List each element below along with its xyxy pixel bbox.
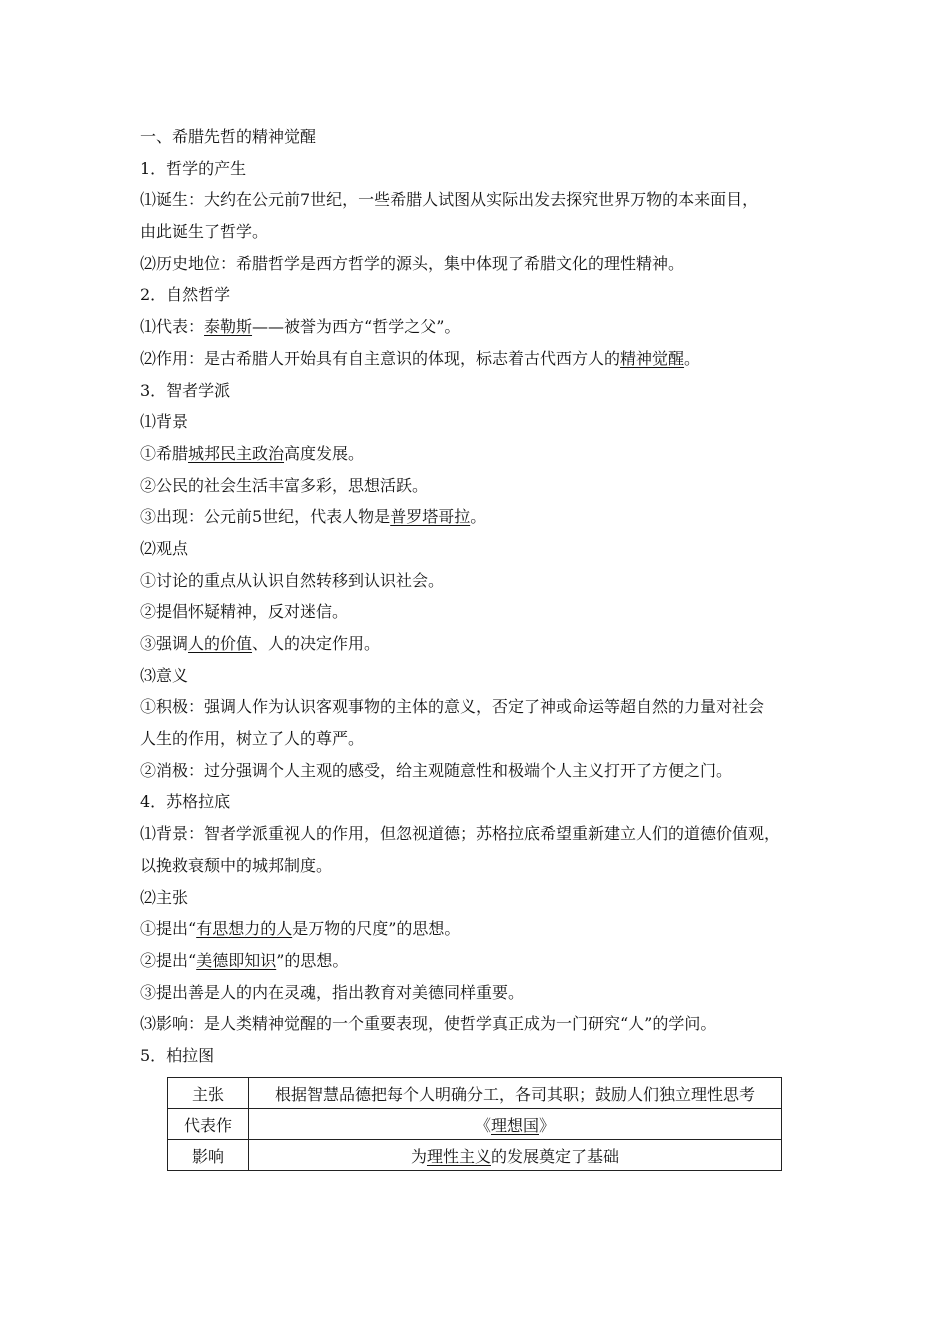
paragraph — [140, 438, 820, 470]
document-body — [140, 121, 820, 1072]
text: 《 — [474, 1115, 491, 1135]
heading-socrates: 4．苏格拉底 — [140, 792, 231, 812]
paragraph — [140, 945, 820, 977]
table-row — [168, 1078, 782, 1109]
paragraph — [140, 913, 820, 945]
paragraph: 以挽救衰颓中的城邦制度。 — [140, 855, 333, 875]
heading-philosophy-origin: 1．哲学的产生 — [140, 158, 247, 178]
underlined-term: 美德即知识 — [196, 950, 277, 970]
underlined-term: 精神觉醒 — [620, 348, 685, 368]
paragraph — [140, 501, 820, 533]
text: ③出现：公元前5世纪，代表人物是 — [140, 507, 391, 527]
paragraph: ⑴诞生：大约在公元前7世纪，一些希腊人试图从实际出发去探究世界万物的本来面目， — [140, 190, 759, 210]
text: 》 — [539, 1115, 556, 1135]
text: 。 — [470, 507, 487, 527]
table-value-cell: 根据智慧品德把每个人明确分工，各司其职；鼓励人们独立理性思考 — [249, 1078, 782, 1109]
text: ③强调 — [140, 634, 189, 653]
table-key-cell: 影响 — [168, 1140, 249, 1171]
text: 为 — [410, 1146, 427, 1166]
paragraph — [140, 311, 820, 343]
paragraph: ②公民的社会生活丰富多彩，思想活跃。 — [140, 475, 429, 495]
section-title: 一、希腊先哲的精神觉醒 — [140, 127, 317, 146]
underlined-term: 有思想力的人 — [196, 919, 293, 939]
heading-natural-philosophy: 2．自然哲学 — [140, 285, 231, 305]
text: 高度发展。 — [284, 443, 365, 463]
table-value-cell — [249, 1140, 782, 1171]
underlined-term: 城邦民主政治 — [188, 443, 285, 463]
text: 、人的决定作用。 — [252, 634, 381, 653]
paragraph: ⑶影响：是人类精神觉醒的一个重要表现，使哲学真正成为一门研究“人”的学问。 — [140, 1014, 717, 1034]
text: ①希腊 — [140, 443, 189, 463]
table-row — [168, 1109, 782, 1140]
table-value-cell — [249, 1109, 782, 1140]
table-key-cell: 主张 — [168, 1078, 249, 1109]
heading-sophists: 3．智者学派 — [140, 380, 231, 400]
text: ⑴代表： — [140, 317, 205, 337]
text: 。 — [684, 348, 701, 368]
underlined-term: 普罗塔哥拉 — [390, 507, 471, 527]
paragraph: ⑴背景：智者学派重视人的作用，但忽视道德；苏格拉底希望重新建立人们的道德价值观， — [140, 824, 781, 844]
paragraph: 由此诞生了哲学。 — [140, 222, 269, 242]
paragraph: ②消极：过分强调个人主观的感受，给主观随意性和极端个人主义打开了方便之门。 — [140, 760, 733, 780]
heading-plato: 5．柏拉图 — [140, 1045, 215, 1065]
underlined-term: 人的价值 — [188, 634, 253, 653]
text: ①提出“ — [140, 919, 197, 939]
text: ”的思想。 — [276, 950, 349, 970]
text: ②提出“ — [140, 950, 197, 970]
paragraph: ①积极：强调人作为认识客观事物的主体的意义，否定了神或命运等超自然的力量对社会 — [140, 697, 765, 717]
text: 的发展奠定了基础 — [491, 1146, 620, 1166]
text: ⑵作用：是古希腊人开始具有自主意识的体现，标志着古代西方人的 — [140, 348, 621, 368]
paragraph: ①讨论的重点从认识自然转移到认识社会。 — [140, 570, 445, 590]
text: 是万物的尺度”的思想。 — [292, 919, 461, 939]
text: ——被誉为西方“哲学之父”。 — [252, 317, 461, 337]
plato-table — [167, 1077, 782, 1171]
subheading: ⑵主张 — [140, 887, 189, 907]
paragraph: 人生的作用，树立了人的尊严。 — [140, 729, 365, 749]
underlined-term: 泰勒斯 — [204, 317, 253, 337]
subheading: ⑶意义 — [140, 665, 189, 685]
table-row — [168, 1140, 782, 1171]
paragraph: ②提倡怀疑精神，反对迷信。 — [140, 602, 349, 622]
subheading: ⑵观点 — [140, 538, 189, 558]
table-key-cell: 代表作 — [168, 1109, 249, 1140]
paragraph — [140, 343, 820, 375]
underlined-term: 理性主义 — [426, 1146, 491, 1166]
paragraph: ③提出善是人的内在灵魂，指出教育对美德同样重要。 — [140, 982, 525, 1002]
paragraph — [140, 628, 820, 660]
subheading: ⑴背景 — [140, 412, 189, 432]
paragraph: ⑵历史地位：希腊哲学是西方哲学的源头，集中体现了希腊文化的理性精神。 — [140, 253, 685, 273]
underlined-term: 理想国 — [490, 1115, 539, 1135]
